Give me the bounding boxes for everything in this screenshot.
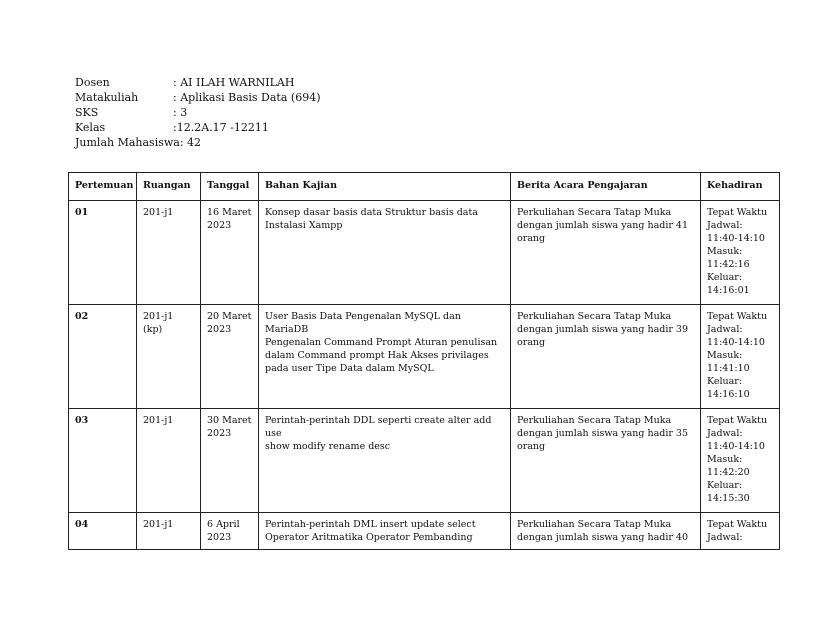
text-line: 11:40-14:10 [707,441,765,452]
meta-value: : Aplikasi Basis Data (694) [173,91,321,104]
text-line: dalam Command prompt Hak Akses privilages [265,350,489,361]
meta-row-dosen [75,75,321,90]
text-line: Perkuliahan Secara Tatap Muka [517,311,672,322]
text-line: show modify rename desc [265,441,391,452]
text-line: 11:41:10 [707,363,750,374]
text-line: Keluar: [707,272,743,283]
text-line: Perkuliahan Secara Tatap Muka [517,415,672,426]
cell-ruangan: 201-j1 [137,201,201,305]
text-line: 11:42:16 [707,259,750,270]
text-line: Tepat Waktu [707,207,768,218]
meta-value: : 42 [179,136,202,149]
meta-row-kelas [75,120,321,135]
text-line: Konsep dasar basis data Struktur basis data [265,207,478,218]
meta-label: Jumlah Mahasiswa [75,136,180,149]
table-row [69,305,780,409]
text-line: orang [517,337,546,348]
text-line: pada user Tipe Data dalam MySQL [265,363,434,374]
text-line: 11:40-14:10 [707,233,765,244]
meta-row-sks [75,105,321,120]
text-line: Jadwal: [707,428,743,439]
cell-pertemuan: 03 [69,409,137,513]
table-header-row [69,173,780,201]
text-line: Masuk: [707,350,743,361]
text-line: Perkuliahan Secara Tatap Muka [517,207,672,218]
text-line: 2023 [207,220,232,231]
text-line: Tepat Waktu [707,311,768,322]
text-line: 6 April [207,519,240,530]
cell-berita-acara [511,305,701,409]
text-line: Keluar: [707,480,743,491]
cell-ruangan: 201-j1 [137,513,201,550]
text-line: 11:40-14:10 [707,337,765,348]
cell-bahan-kajian [259,201,511,305]
cell-berita-acara [511,513,701,550]
meta-label: Dosen [75,76,110,89]
text-line: Tepat Waktu [707,415,768,426]
cell-berita-acara [511,409,701,513]
cell-berita-acara [511,201,701,305]
cell-pertemuan: 02 [69,305,137,409]
header-kehadiran: Kehadiran [701,173,780,201]
text-line: 20 Maret [207,311,252,322]
header-tanggal: Tanggal [201,173,259,201]
text-line: Keluar: [707,376,743,387]
cell-pertemuan: 04 [69,513,137,550]
text-line: dengan jumlah siswa yang hadir 35 [517,428,689,439]
cell-kehadiran [701,305,780,409]
header-bahan-kajian: Bahan Kajian [259,173,511,201]
cell-kehadiran [701,201,780,305]
header-berita-acara: Berita Acara Pengajaran [511,173,701,201]
cell-tanggal [201,305,259,409]
table-row [69,513,780,550]
meta-label: SKS [75,106,99,119]
text-line: Operator Aritmatika Operator Pembanding [265,532,473,543]
text-line: Jadwal: [707,324,743,335]
cell-kehadiran [701,409,780,513]
meta-label: Kelas [75,121,106,134]
cell-pertemuan: 01 [69,201,137,305]
text-line: 16 Maret [207,207,252,218]
table-row [69,409,780,513]
cell-kehadiran [701,513,780,550]
cell-tanggal [201,409,259,513]
cell-ruangan: 201-j1 (kp) [137,305,201,409]
cell-ruangan: 201-j1 [137,409,201,513]
header-pertemuan: Pertemuan [69,173,137,201]
text-line: Instalasi Xampp [265,220,343,231]
cell-bahan-kajian [259,513,511,550]
cell-tanggal [201,201,259,305]
cell-bahan-kajian [259,409,511,513]
text-line: Perintah-perintah DDL seperti create alter add use [265,415,492,439]
text-line: 14:16:10 [707,389,750,400]
text-line: User Basis Data Pengenalan MySQL dan MariaDB [265,311,461,335]
meta-label: Matakuliah [75,91,139,104]
text-line: Pengenalan Command Prompt Aturan penulisan [265,337,498,348]
meta-value: :12.2A.17 -12211 [173,121,269,134]
cell-tanggal [201,513,259,550]
text-line: orang [517,441,546,452]
text-line: Masuk: [707,246,743,257]
text-line: Tepat Waktu [707,519,768,530]
cell-bahan-kajian [259,305,511,409]
meta-value: : AI ILAH WARNILAH [173,76,295,89]
text-line: Perintah-perintah DML insert update select [265,519,476,530]
text-line: Jadwal: [707,532,743,543]
text-line: 11:42:20 [707,467,750,478]
meta-row-jumlah-mahasiswa [75,135,321,150]
text-line: 2023 [207,428,232,439]
header-ruangan: Ruangan [137,173,201,201]
text-line: Jadwal: [707,220,743,231]
text-line: 14:15:30 [707,493,750,504]
meta-value: : 3 [173,106,188,119]
table-row [69,201,780,305]
text-line: 2023 [207,532,232,543]
text-line: 30 Maret [207,415,252,426]
text-line: orang [517,233,546,244]
text-line: dengan jumlah siswa yang hadir 40 [517,532,689,543]
course-info [75,75,321,150]
text-line: dengan jumlah siswa yang hadir 39 [517,324,689,335]
text-line: Masuk: [707,454,743,465]
text-line: 2023 [207,324,232,335]
text-line: dengan jumlah siswa yang hadir 41 [517,220,689,231]
text-line: 14:16:01 [707,285,750,296]
attendance-table [68,172,780,550]
text-line: Perkuliahan Secara Tatap Muka [517,519,672,530]
meta-row-matakuliah [75,90,321,105]
